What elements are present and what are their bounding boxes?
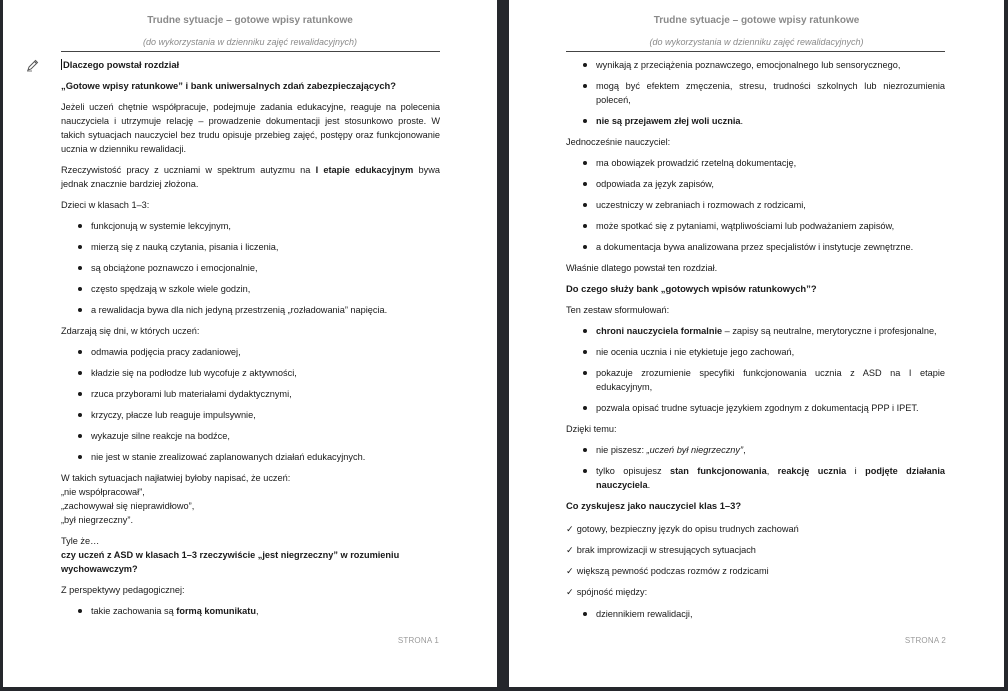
list-item: pokazuje zrozumienie specyfiki funkcjonowania ucznia z ASD na I etapie edukacyjnym, — [566, 366, 945, 394]
question-block — [61, 534, 440, 576]
list-item: często spędzają w szkole wiele godzin, — [61, 282, 440, 296]
quote-line: „zachowywał się nieprawidłowo”, — [61, 501, 195, 511]
list-item: może spotkać się z pytaniami, wątpliwościami lub podważaniem zapisów, — [566, 219, 945, 233]
list-item: ma obowiązek prowadzić rzetelną dokumentację, — [566, 156, 945, 170]
list-item: mierzą się z nauką czytania, pisania i liczenia, — [61, 240, 440, 254]
list-item: mogą być efektem zmęczenia, stresu, trudności szkolnych lub niezrozumienia poleceń, — [566, 79, 945, 107]
only-that: Tyle że… — [61, 536, 100, 546]
list-item: są obciążone poznawczo i emocjonalnie, — [61, 261, 440, 275]
teacher-intro: Jednocześnie nauczyciel: — [566, 137, 671, 147]
page-number: STRONA 2 — [904, 636, 946, 645]
list-item: odpowiada za język zapisów, — [566, 177, 945, 191]
thanks-list — [566, 443, 945, 492]
list-item: wykazuje silne reakcje na bodźce, — [61, 429, 440, 443]
days-list — [61, 345, 440, 464]
page-number: STRONA 1 — [397, 636, 439, 645]
list-item: uczestniczy w zebraniach i rozmowach z rodzicami, — [566, 198, 945, 212]
perspective-list — [61, 604, 440, 618]
why-paragraph: Właśnie dlatego powstał ten rozdział. — [566, 263, 718, 273]
set-intro: Ten zestaw sformułowań: — [566, 305, 670, 315]
header-divider — [566, 51, 945, 52]
continued-list — [566, 58, 945, 128]
section-title[interactable]: Dlaczego powstał rozdział — [63, 59, 180, 70]
check-item: ✓ spójność między: — [566, 587, 648, 597]
question-text: czy uczeń z ASD w klasach 1–3 rzeczywiście „jest niegrzeczny” w rozumieniu wychowawczym? — [61, 550, 400, 574]
list-item: nie jest w stanie zrealizować zaplanowanych działań edukacyjnych. — [61, 450, 440, 464]
quote-line: „był niegrzeczny”. — [61, 515, 133, 525]
thanks-intro: Dzięki temu: — [566, 424, 617, 434]
list-item: nie ocenia ucznia i nie etykietuje jego zachowań, — [566, 345, 945, 359]
list-item: odmawia podjęcia pracy zadaniowej, — [61, 345, 440, 359]
header-title: Trudne sytuacje – gotowe wpisy ratunkowe — [147, 15, 353, 26]
check-icon: ✓ — [566, 587, 574, 597]
list-item: nie są przejawem złej woli ucznia. — [566, 114, 945, 128]
reality-paragraph: Rzeczywistość pracy z uczniami w spektrum autyzmu na I etapie edukacyjnym bywa jednak znacznie bardziej złożona. — [61, 165, 440, 189]
check-icon: ✓ — [566, 524, 574, 534]
teacher-list — [566, 156, 945, 254]
check-icon: ✓ — [566, 545, 574, 555]
list-item: chroni nauczyciela formalnie – zapisy są neutralne, merytoryczne i profesjonalne, — [566, 324, 945, 338]
kids-list — [61, 219, 440, 317]
page-2-body — [566, 58, 945, 628]
purpose-heading: Do czego służy bank „gotowych wpisów ratunkowych”? — [566, 283, 817, 294]
header-subtitle: (do wykorzystania w dzienniku zajęć rewalidacyjnych) — [649, 37, 864, 47]
list-item: krzyczy, płacze lub reaguje impulsywnie, — [61, 408, 440, 422]
easiest-block — [61, 471, 440, 527]
between-list — [566, 607, 945, 621]
list-item: dziennikiem rewalidacji, — [566, 607, 945, 621]
list-item: a dokumentacja bywa analizowana przez specjalistów i instytucje zewnętrzne. — [566, 240, 945, 254]
list-item: takie zachowania są formą komunikatu, — [61, 604, 440, 618]
list-item: nie piszesz: „uczeń był niegrzeczny”, — [566, 443, 945, 457]
list-item: pozwala opisać trudne sytuacje językiem zgodnym z dokumentacją PPP i IPET. — [566, 401, 945, 415]
header-title: Trudne sytuacje – gotowe wpisy ratunkowe — [653, 15, 860, 26]
list-item: rzuca przyborami lub materiałami dydaktycznymi, — [61, 387, 440, 401]
list-item: kładzie się na podłodze lub wycofuje z aktywności, — [61, 366, 440, 380]
quote-line: „nie współpracował”, — [61, 487, 145, 497]
kids-intro: Dzieci w klasach 1–3: — [61, 200, 150, 210]
section-heading: „Gotowe wpisy ratunkowe” i bank uniwersalnych zdań zabezpieczających? — [61, 80, 396, 91]
document-page-2 — [509, 0, 1004, 687]
gain-heading: Co zyskujesz jako nauczyciel klas 1–3? — [566, 500, 742, 511]
set-list — [566, 324, 945, 415]
header-subtitle: (do wykorzystania w dzienniku zajęć rewalidacyjnych) — [142, 37, 358, 47]
perspective-intro: Z perspektywy pedagogicznej: — [61, 585, 185, 595]
list-item: wynikają z przeciążenia poznawczego, emocjonalnego lub sensorycznego, — [566, 58, 945, 72]
intro-paragraph: Jeżeli uczeń chętnie współpracuje, podejmuje zadania edukacyjne, reaguje na polecenia nauczyciela i utrzymuje relację – prowadzenie dokumentacji jest stosunkowo proste. W takich sytuacjach nauczyciel bez trudu opisuje przebieg zajęć, postępy oraz funkcjonowanie ucznia w dzienniku rewalidacji. — [61, 102, 440, 154]
list-item: funkcjonują w systemie lekcyjnym, — [61, 219, 440, 233]
page-1-body — [61, 51, 440, 625]
easiest-intro: W takich sytuacjach najłatwiej byłoby napisać, że uczeń: — [61, 473, 291, 483]
text-cursor — [61, 59, 62, 70]
document-page-1 — [3, 0, 497, 687]
edit-pen-icon[interactable] — [26, 58, 40, 72]
list-item: tylko opisujesz stan funkcjonowania, reakcję ucznia i podjęte działania nauczyciela. — [566, 464, 945, 492]
check-icon: ✓ — [566, 566, 574, 576]
gain-checklist — [566, 522, 945, 599]
check-item: ✓ gotowy, bezpieczny język do opisu trudnych zachowań — [566, 524, 799, 534]
days-intro: Zdarzają się dni, w których uczeń: — [61, 326, 200, 336]
check-item: ✓ większą pewność podczas rozmów z rodzicami — [566, 566, 769, 576]
list-item: a rewalidacja bywa dla nich jedyną przestrzenią „rozładowania” napięcia. — [61, 303, 440, 317]
check-item: ✓ brak improwizacji w stresujących sytuacjach — [566, 545, 756, 555]
